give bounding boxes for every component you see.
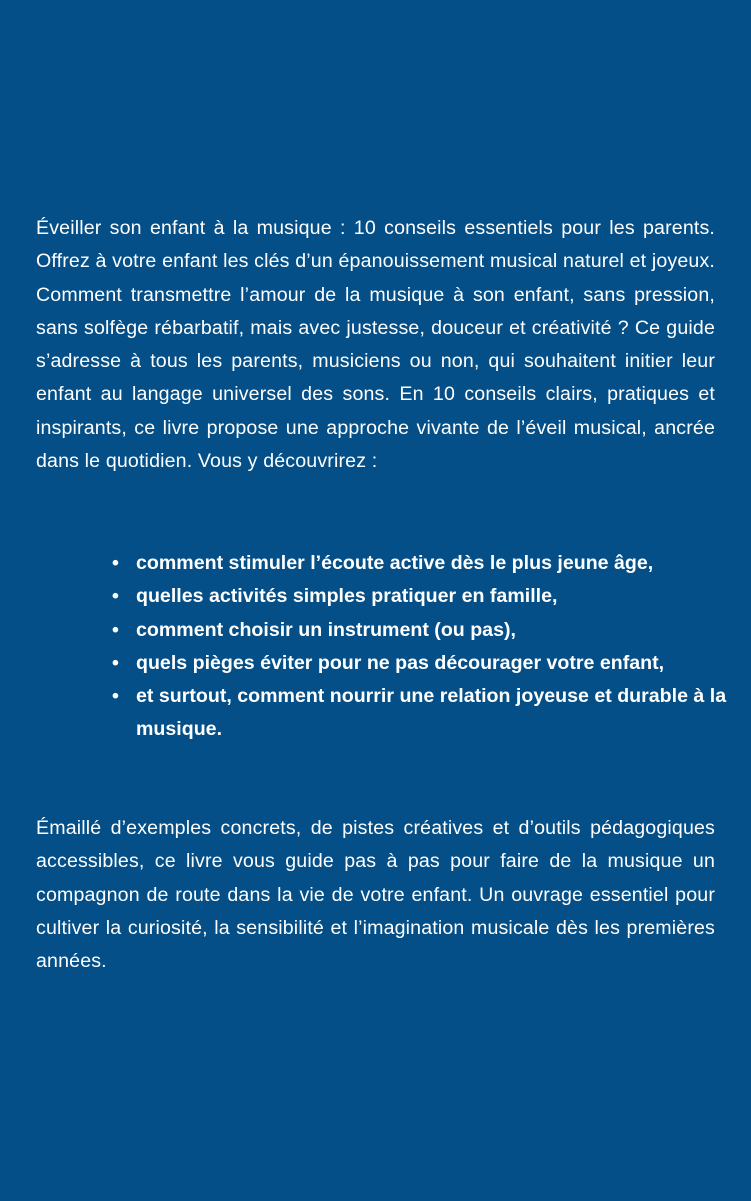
bullet-icon: • [112,585,119,608]
list-item-text: quelles activités simples pratiquer en famille, [136,585,558,608]
bullet-icon: • [112,651,119,674]
bullet-icon: • [112,685,119,708]
list-item [112,647,742,680]
list-item-text: quels pièges éviter pour ne pas décourager votre enfant, [136,651,665,674]
list-item-text: comment choisir un instrument (ou pas), [136,618,516,641]
list-item [112,547,742,580]
outro-paragraph: Émaillé d’exemples concrets, de pistes créatives et d’outils pédagogiques accessibles, ce livre vous guide pas à pas pour faire de la musique un compagnon de route dans la vie de votre enfant. Un ouvrage essentiel pour cultiver la curiosité, la sensibilité et l’imagination musicale dès les premières années. [36,817,715,973]
intro-paragraph: Éveiller son enfant à la musique : 10 conseils essentiels pour les parents. Offrez à votre enfant les clés d’un épanouissement musical naturel et joyeux. Comment transmettre l’amour de la musique à son enfant, sans pression, sans solfège rébarbatif, mais avec justesse, douceur et créativité ? Ce guide s’adresse à tous les parents, musiciens ou non, qui souhaitent initier leur enfant au langage universel des sons. En 10 conseils clairs, pratiques et inspirants, ce livre propose une approche vivante de l’éveil musical, ancrée dans le quotidien. Vous y découvrirez : [36,217,715,473]
list-item-text: et surtout, comment nourrir une relation joyeuse et durable à la musique. [136,685,727,741]
bullet-icon: • [112,552,119,574]
list-item [112,680,742,747]
list-item-text: comment stimuler l’écoute active dès le plus jeune âge, [136,552,654,574]
list-item [112,580,742,613]
list-item [112,614,742,647]
highlights-list [112,547,742,747]
bullet-icon: • [112,618,119,641]
